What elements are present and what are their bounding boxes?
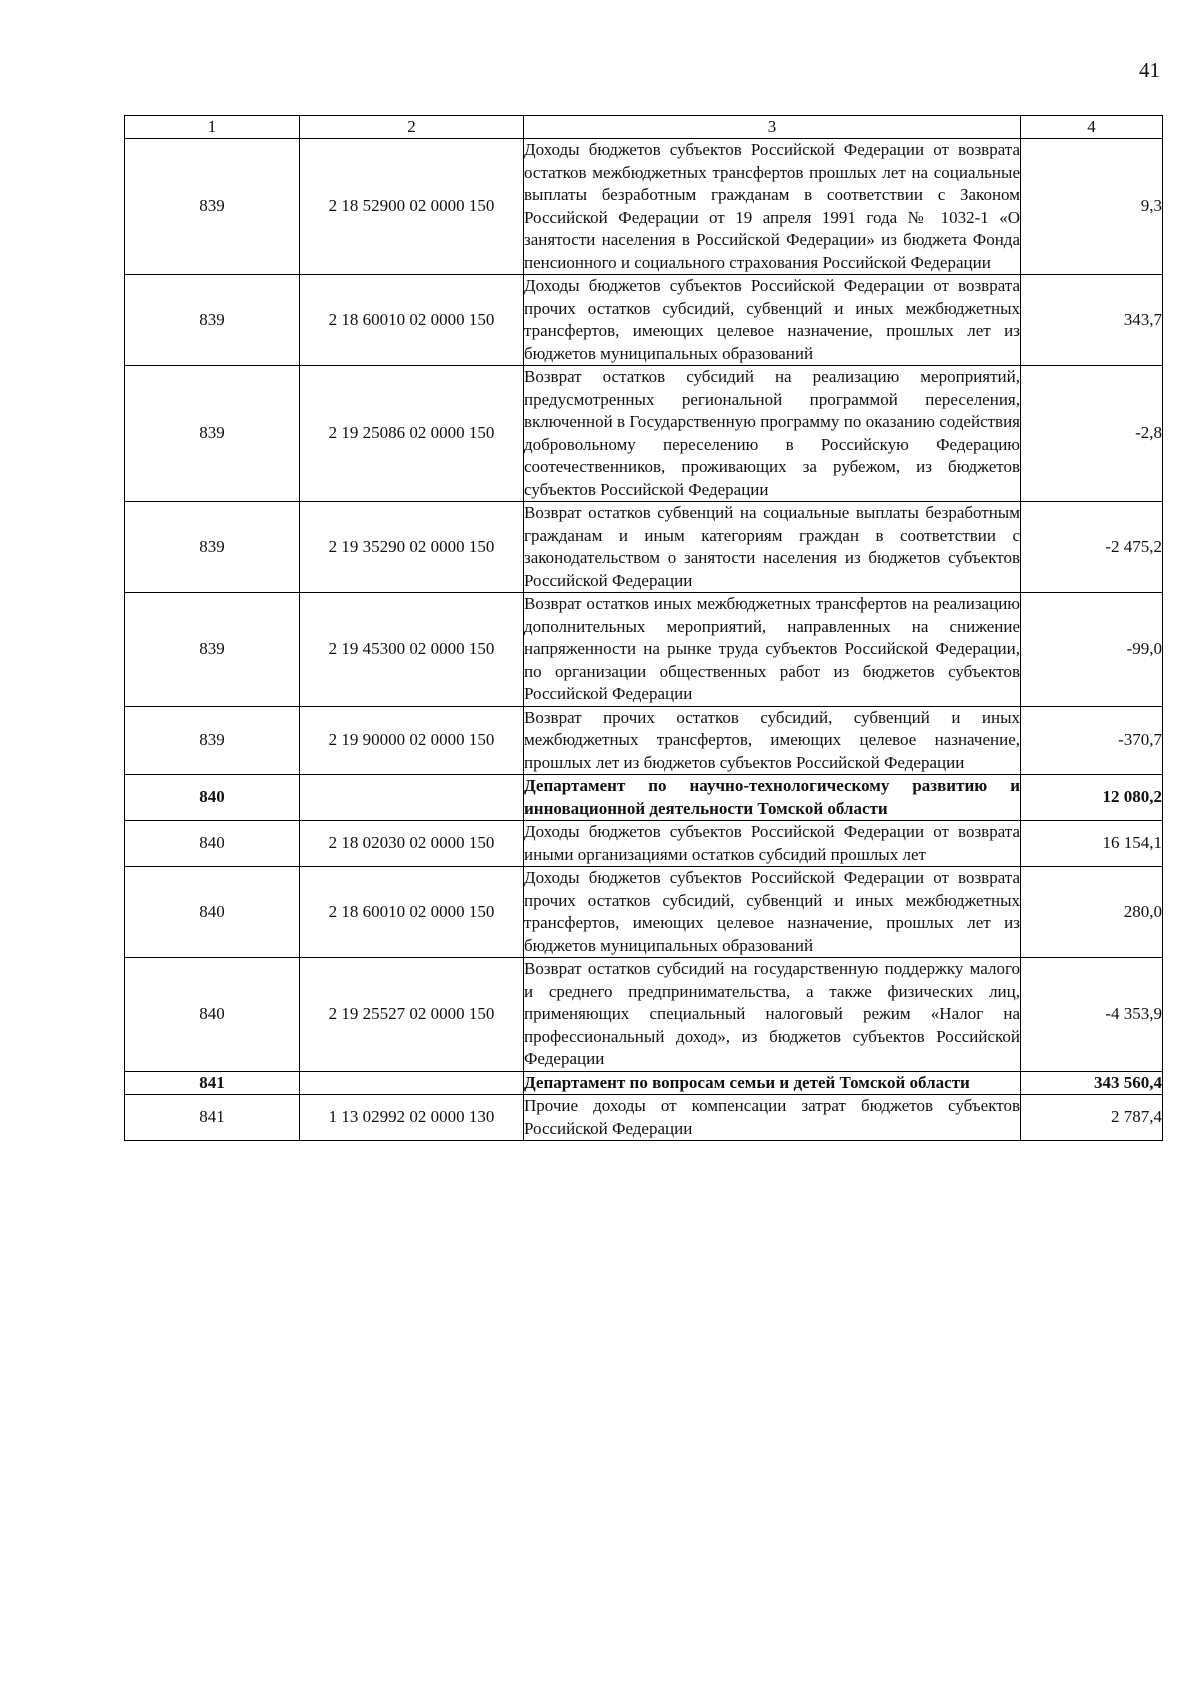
revenue-name-cell: Возврат остатков иных межбюджетных трансфертов на реализацию дополнительных мероприятий, направленных на снижение напряженности на рынке труда субъектов Российской Федерации, по организации общественных работ из бюджетов субъектов Российской Федерации: [524, 593, 1021, 707]
table-row: [125, 502, 1163, 593]
table-row: [125, 593, 1163, 707]
revenue-code-cell: 1 13 02992 02 0000 130: [300, 1095, 524, 1141]
table-row-department: [125, 775, 1163, 821]
header-col-4: 4: [1021, 116, 1163, 139]
table-row-department: [125, 1071, 1163, 1095]
table-header-row: [125, 116, 1163, 139]
admin-code-cell: 839: [125, 706, 300, 775]
amount-cell: -2 475,2: [1021, 502, 1163, 593]
amount-cell: -370,7: [1021, 706, 1163, 775]
revenue-name-cell: Доходы бюджетов субъектов Российской Федерации от возврата прочих остатков субсидий, субвенций и иных межбюджетных трансфертов, имеющих целевое назначение, прошлых лет из бюджетов муниципальных образований: [524, 275, 1021, 366]
admin-code-cell: 839: [125, 502, 300, 593]
revenue-name-cell: Департамент по научно-технологическому развитию и инновационной деятельности Томской области: [524, 775, 1021, 821]
amount-cell: -4 353,9: [1021, 958, 1163, 1072]
admin-code-cell: 840: [125, 821, 300, 867]
revenue-name-cell: Возврат остатков субсидий на реализацию мероприятий, предусмотренных региональной программой переселения, включенной в Государственную программу по оказанию содействия добровольному переселению в Российскую Федерацию соотечественников, проживающих за рубежом, из бюджетов субъектов Российской Федерации: [524, 366, 1021, 502]
amount-cell: 343,7: [1021, 275, 1163, 366]
table-row: [125, 275, 1163, 366]
admin-code-cell: 840: [125, 775, 300, 821]
admin-code-cell: 841: [125, 1095, 300, 1141]
table-row: [125, 366, 1163, 502]
revenue-name-cell: Доходы бюджетов субъектов Российской Федерации от возврата прочих остатков субсидий, субвенций и иных межбюджетных трансфертов, имеющих целевое назначение, прошлых лет из бюджетов муниципальных образований: [524, 867, 1021, 958]
revenue-name-cell: Доходы бюджетов субъектов Российской Федерации от возврата остатков межбюджетных трансфертов прошлых лет на социальные выплаты безработным гражданам в соответствии с Законом Российской Федерации от 19 апреля 1991 года № 1032-1 «О занятости населения в Российской Федерации» из бюджета Фонда пенсионного и социального страхования Российской Федерации: [524, 139, 1021, 275]
header-col-1: 1: [125, 116, 300, 139]
amount-cell: 9,3: [1021, 139, 1163, 275]
revenue-code-cell: 2 19 35290 02 0000 150: [300, 502, 524, 593]
amount-cell: 280,0: [1021, 867, 1163, 958]
revenue-name-cell: Возврат остатков субвенций на социальные выплаты безработным гражданам и иным категориям граждан в соответствии с законодательством о занятости населения из бюджетов субъектов Российской Федерации: [524, 502, 1021, 593]
revenue-code-cell: 2 19 90000 02 0000 150: [300, 706, 524, 775]
table-row: [125, 867, 1163, 958]
revenue-name-cell: Департамент по вопросам семьи и детей Томской области: [524, 1071, 1021, 1095]
header-col-2: 2: [300, 116, 524, 139]
header-col-3: 3: [524, 116, 1021, 139]
admin-code-cell: 841: [125, 1071, 300, 1095]
revenue-code-cell: 2 18 60010 02 0000 150: [300, 867, 524, 958]
revenue-code-cell: 2 19 45300 02 0000 150: [300, 593, 524, 707]
admin-code-cell: 839: [125, 275, 300, 366]
admin-code-cell: 839: [125, 593, 300, 707]
page-number: 41: [1139, 58, 1160, 82]
revenue-code-cell: [300, 1071, 524, 1095]
revenue-name-cell: Прочие доходы от компенсации затрат бюджетов субъектов Российской Федерации: [524, 1095, 1021, 1141]
revenue-code-cell: 2 19 25086 02 0000 150: [300, 366, 524, 502]
amount-cell: 16 154,1: [1021, 821, 1163, 867]
revenue-name-cell: Возврат остатков субсидий на государственную поддержку малого и среднего предпринимательства, а также физических лиц, применяющих специальный налоговый режим «Налог на профессиональный доход», из бюджетов субъектов Российской Федерации: [524, 958, 1021, 1072]
revenue-code-cell: 2 18 52900 02 0000 150: [300, 139, 524, 275]
amount-cell: -99,0: [1021, 593, 1163, 707]
table-row: [125, 821, 1163, 867]
budget-revenue-table: [124, 115, 1163, 1141]
admin-code-cell: 840: [125, 867, 300, 958]
revenue-name-cell: Доходы бюджетов субъектов Российской Федерации от возврата иными организациями остатков субсидий прошлых лет: [524, 821, 1021, 867]
table-body: [125, 139, 1163, 1141]
amount-cell: -2,8: [1021, 366, 1163, 502]
revenue-code-cell: 2 18 02030 02 0000 150: [300, 821, 524, 867]
revenue-name-cell: Возврат прочих остатков субсидий, субвенций и иных межбюджетных трансфертов, имеющих целевое назначение, прошлых лет из бюджетов субъектов Российской Федерации: [524, 706, 1021, 775]
table-row: [125, 958, 1163, 1072]
admin-code-cell: 839: [125, 139, 300, 275]
table-row: [125, 1095, 1163, 1141]
amount-cell: 2 787,4: [1021, 1095, 1163, 1141]
amount-cell: 343 560,4: [1021, 1071, 1163, 1095]
revenue-code-cell: 2 18 60010 02 0000 150: [300, 275, 524, 366]
admin-code-cell: 840: [125, 958, 300, 1072]
admin-code-cell: 839: [125, 366, 300, 502]
revenue-code-cell: [300, 775, 524, 821]
table-row: [125, 139, 1163, 275]
revenue-code-cell: 2 19 25527 02 0000 150: [300, 958, 524, 1072]
table-row: [125, 706, 1163, 775]
amount-cell: 12 080,2: [1021, 775, 1163, 821]
